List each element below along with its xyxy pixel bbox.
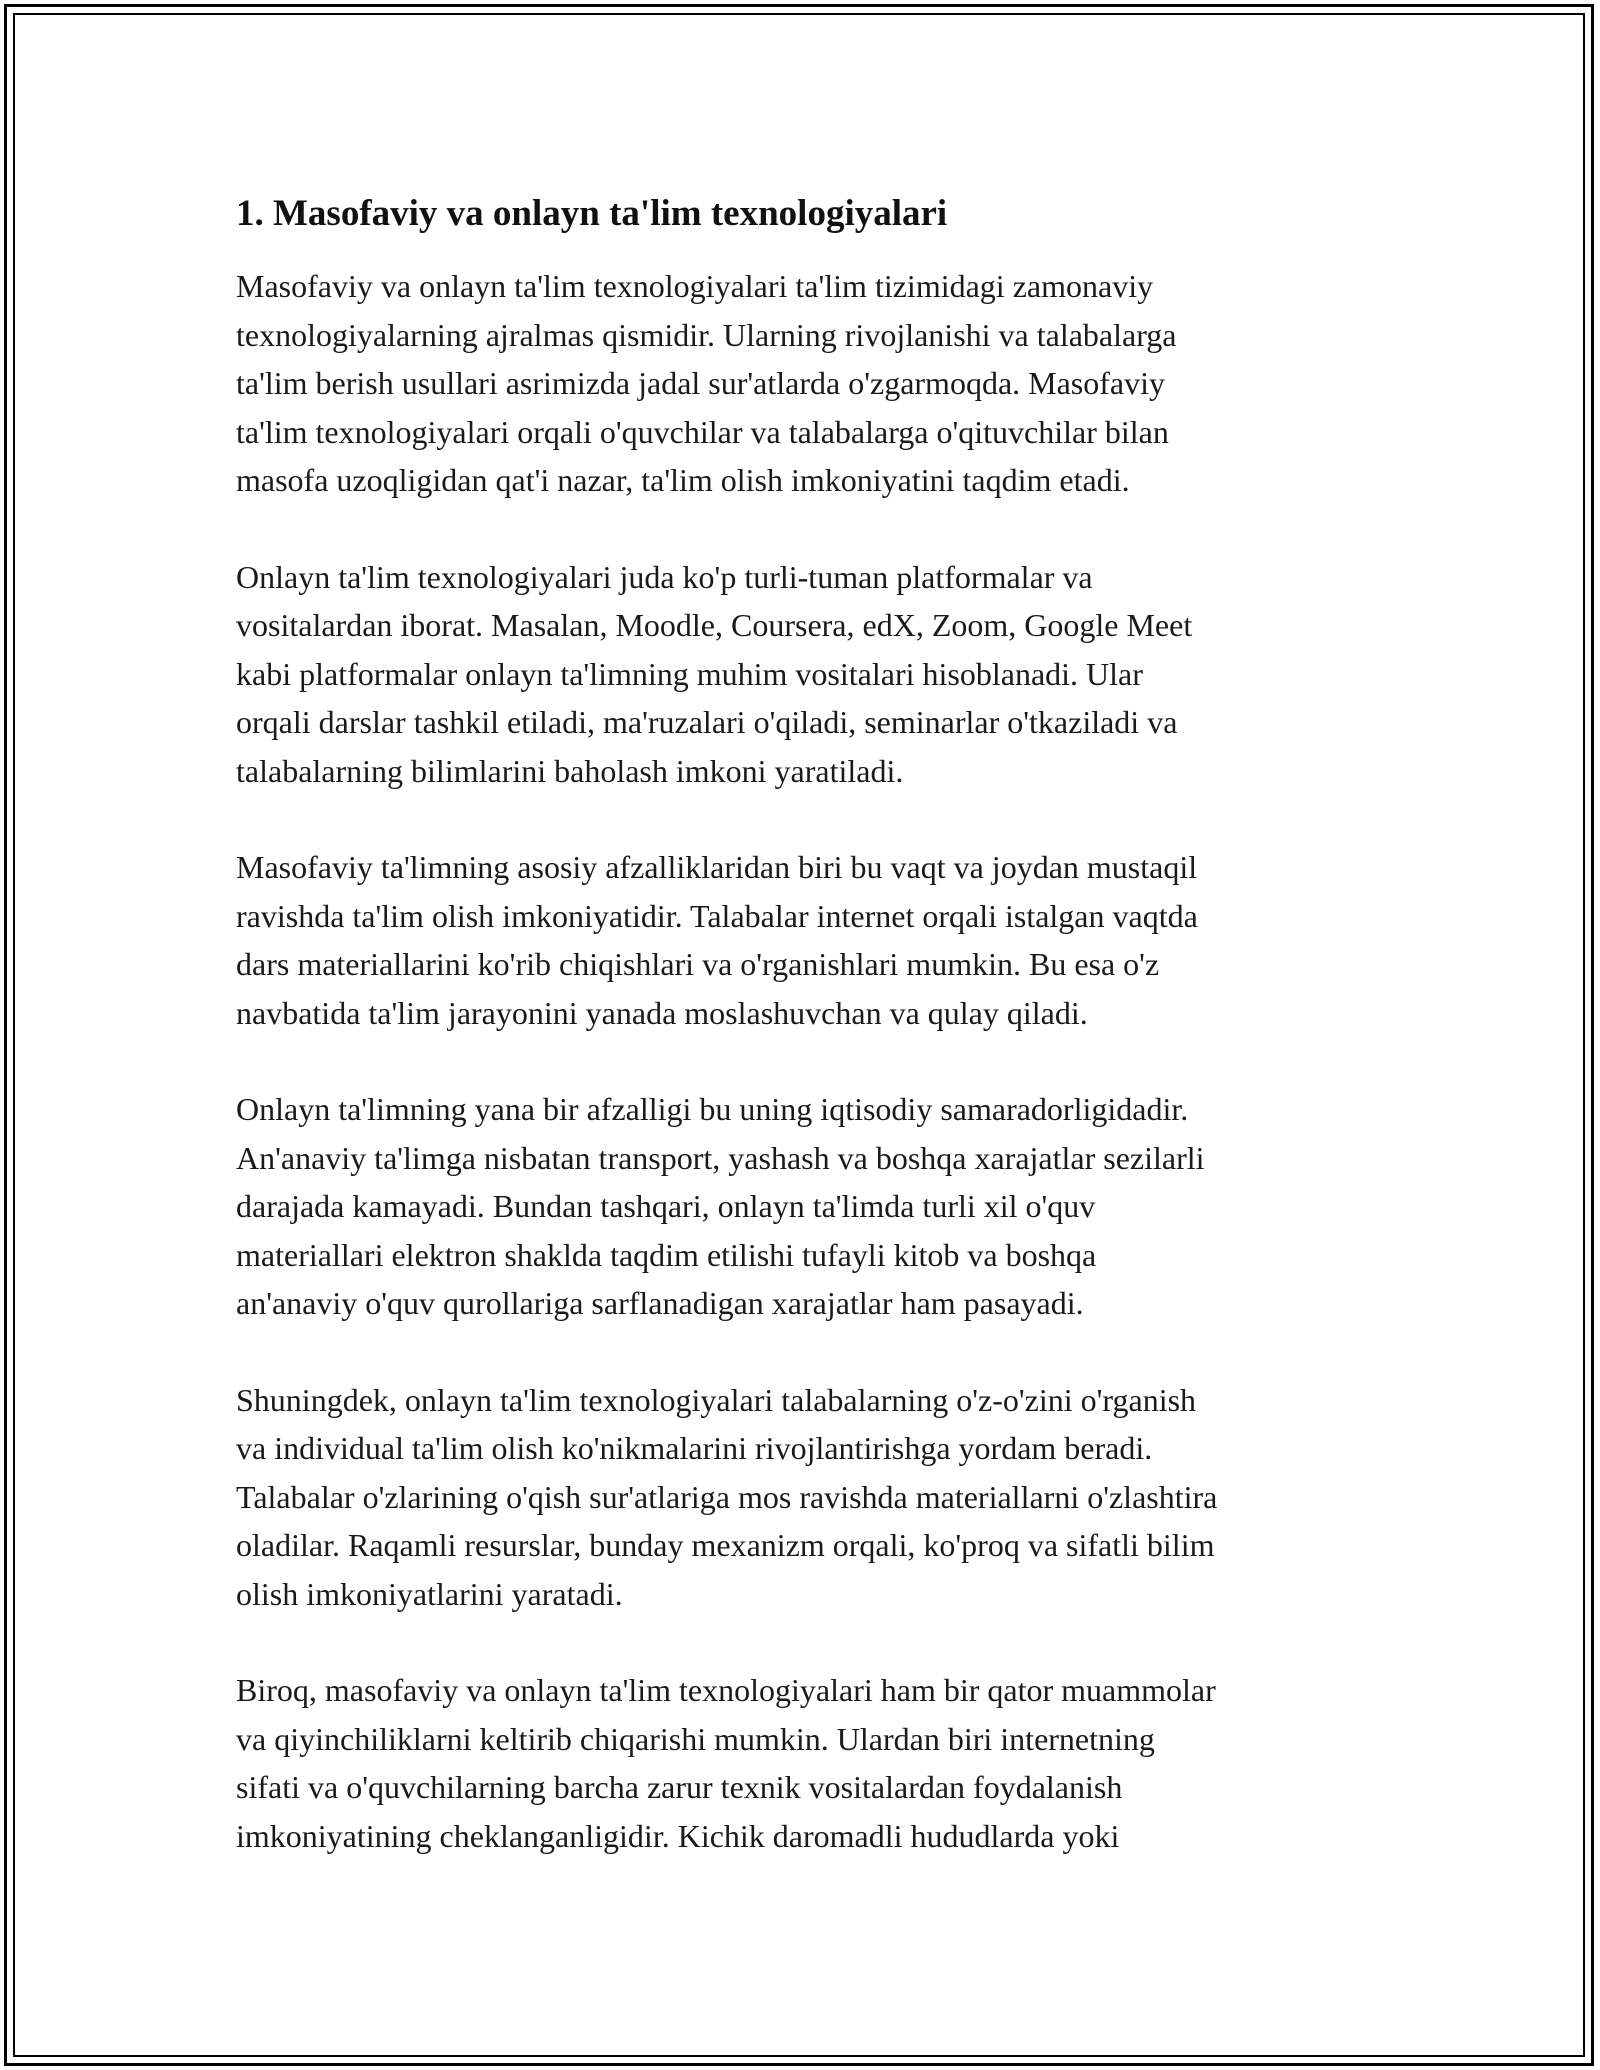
document-body	[236, 188, 1386, 1908]
paragraph-2: Onlayn ta'lim texnologiyalari juda ko'p turli-tuman platformalar va vositalardan iborat. Masalan, Moodle, Coursera, edX, Zoom, Google Meet kabi platformalar onlayn ta'limning muhim vositalari hisoblanadi. Ular orqali darslar tashkil etiladi, ma'ruzalari o'qiladi, seminarlar o'tkaziladi va talabalarning bilimlarini baholash imkoni yaratiladi.	[236, 558, 1193, 789]
paragraph-5: Shuningdek, onlayn ta'lim texnologiyalari talabalarning o'z-o'zini o'rganish va individual ta'lim olish ko'nikmalarini rivojlantirishga yordam beradi. Talabalar o'zlarining o'qish sur'atlariga mos ravishda materiallarni o'zlashtira oladilar. Raqamli resurslar, bunday mexanizm orqali, ko'proq va sifatli bilim olish imkoniyatlarini yaratadi.	[236, 1381, 1218, 1612]
paragraph-6: Biroq, masofaviy va onlayn ta'lim texnologiyalari ham bir qator muammolar va qiyinchiliklarni keltirib chiqarishi mumkin. Ulardan biri internetning sifati va o'quvchilarning barcha zarur texnik vositalardan foydalanish imkoniyatining cheklanganligidir. Kichik daromadli hududlarda yoki	[236, 1672, 1216, 1854]
paragraph-4: Onlayn ta'limning yana bir afzalligi bu uning iqtisodiy samaradorligidadir. An'anaviy ta'limga nisbatan transport, yashash va boshqa xarajatlar sezilarli darajada kamayadi. Bundan tashqari, onlayn ta'limda turli xil o'quv materiallari elektron shaklda taqdim etilishi tufayli kitob va boshqa an'anaviy o'quv qurollariga sarflanadigan xarajatlar ham pasayadi.	[236, 1091, 1205, 1321]
section-heading: 1. Masofaviy va onlayn ta'lim texnologiyalari	[236, 193, 948, 234]
paragraph-1: Masofaviy va onlayn ta'lim texnologiyalari ta'lim tizimidagi zamonaviy texnologiyalarning ajralmas qismidir. Ularning rivojlanishi va talabalarga ta'lim berish usullari asrimizda jadal sur'atlarda o'zgarmoqda. Masofaviy ta'lim texnologiyalari orqali o'quvchilar va talabalarga o'qituvchilar bilan masofa uzoqligidan qat'i nazar, ta'lim olish imkoniyatini taqdim etadi.	[236, 268, 1177, 498]
paragraph-3: Masofaviy ta'limning asosiy afzalliklaridan biri bu vaqt va joydan mustaqil ravishda ta'lim olish imkoniyatidir. Talabalar internet orqali istalgan vaqtda dars materiallarini ko'rib chiqishlari va o'rganishlari mumkin. Bu esa o'z navbatida ta'lim jarayonini yanada moslashuvchan va qulay qiladi.	[236, 849, 1198, 1031]
